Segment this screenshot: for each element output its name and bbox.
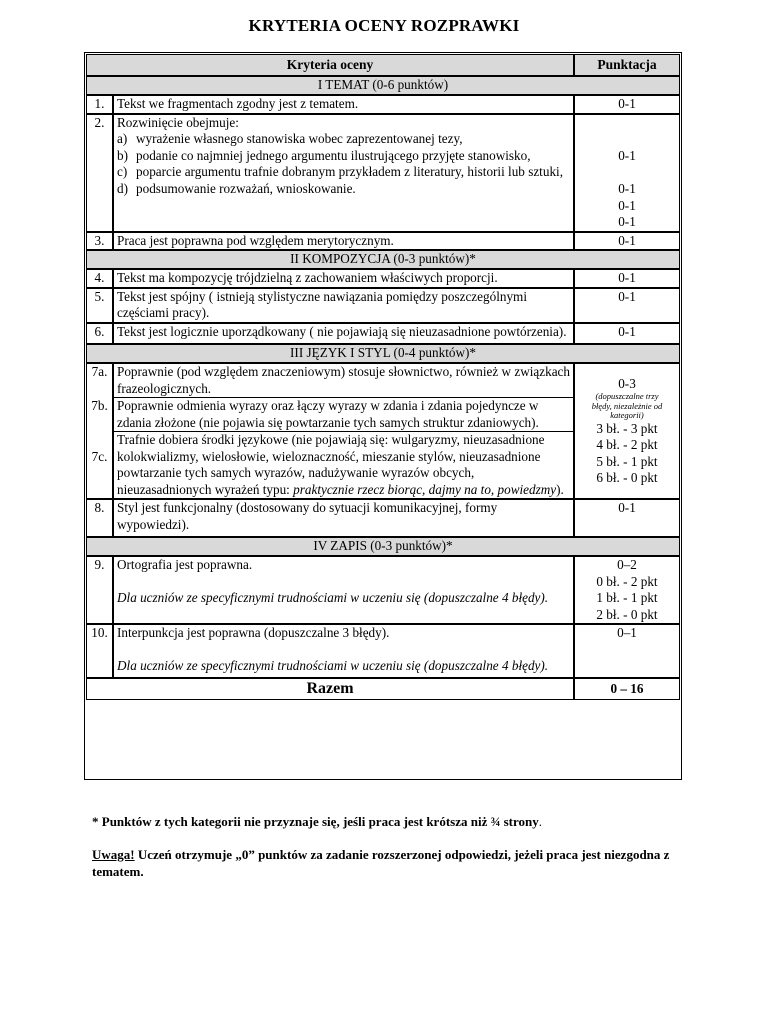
criterion-7c-end: ).	[556, 481, 564, 497]
row-number: 10.	[86, 624, 113, 678]
sub-item	[117, 181, 570, 198]
sub-item	[117, 131, 570, 148]
points-scale: 5 bł. - 1 pkt	[596, 453, 658, 469]
row-criterion	[113, 114, 574, 232]
table-row	[86, 556, 680, 624]
criterion-note-text: Dla uczniów ze specyficznymi trudnościami w uczeniu się (	[117, 657, 429, 673]
sub-item-text: wyrażenie własnego stanowiska wobec zaprezentowanej tezy,	[136, 131, 463, 146]
sub-item-letter: d)	[117, 180, 128, 196]
page-title: KRYTERIA OCENY ROZPRAWKI	[248, 16, 520, 35]
row-criterion	[113, 624, 574, 678]
sub-item-letter: a)	[117, 131, 128, 146]
header-points: Punktacja	[574, 54, 680, 76]
row-number	[86, 363, 113, 499]
row-points	[574, 114, 680, 232]
points-value: 0-1	[618, 197, 636, 213]
warning-note	[92, 846, 692, 880]
points-note: błędy, niezależnie od	[591, 400, 663, 411]
criterion-7b: Poprawnie odmienia wyrazy oraz łączy wyrazy w zdania i zdania pojedyncze w zdania złożone (nie pojawia się powtarzanie tych samych struktur zdaniowych).	[114, 398, 573, 432]
row-points: 0-1	[574, 232, 680, 251]
row-points: 0-1	[574, 269, 680, 288]
criterion-text: Interpunkcja jest poprawna (dopuszczalne 3 błędy).	[117, 625, 390, 640]
table-row	[86, 624, 680, 678]
row-criterion: Tekst ma kompozycję trójdzielną z zachowaniem właściwych proporcji.	[113, 269, 574, 288]
row-points: 0–1	[574, 624, 680, 678]
table-row	[86, 95, 680, 114]
sub-item-letter: b)	[117, 147, 128, 163]
footnote-star	[92, 814, 692, 830]
row-points: 0-1	[574, 499, 680, 537]
points-value: 0–2	[617, 557, 637, 572]
row-points: 0-1	[574, 288, 680, 323]
criterion-note	[117, 658, 570, 675]
row-number: 9.	[86, 556, 113, 624]
total-row	[86, 678, 680, 700]
criterion-7c-examples: praktycznie rzecz biorąc, dajmy na to, powiedzmy	[293, 481, 557, 497]
warning-label: Uwaga!	[92, 847, 135, 862]
table-row	[86, 269, 680, 288]
criterion-note-limit: dopuszczalne 4 błędy	[428, 657, 541, 673]
points-scale: 0 bł. - 2 pkt	[596, 573, 658, 589]
row-number: 5.	[86, 288, 113, 323]
points-value: 0-1	[618, 181, 636, 196]
table-row	[86, 323, 680, 345]
row-points	[574, 363, 680, 499]
warning-text: Uczeń otrzymuje „0” punktów za zadanie rozszerzonej odpowiedzi, jeżeli praca jest niezgodna z tematem.	[92, 847, 670, 879]
row-criterion: Tekst jest logicznie uporządkowany ( nie pojawiają się nieuzasadnione powtórzenia).	[113, 323, 574, 345]
points-note: kategorii)	[610, 410, 644, 420]
section-title: II KOMPOZYCJA (0-3 punktów)*	[86, 250, 680, 269]
criterion-7c-text: Trafnie dobiera środki językowe (nie pojawiają się: wulgaryzmy, nieuzasadnione kolokwializmy, wielosłowie, wieloznaczność, mieszanie stylów, nieuzasadnione powtarzanie tych samych wyrazów, nadużywanie wyrazów obcych, nieuzasadnionych wyrażeń typu:	[117, 432, 545, 497]
table-row	[86, 499, 680, 537]
criterion-note-limit: dopuszczalne 4 błędy	[428, 589, 541, 605]
points-value: 0-3	[618, 375, 636, 391]
row-number-7a: 7a.	[91, 364, 108, 379]
criterion-note-text: Dla uczniów ze specyficznymi trudnościami w uczeniu się (	[117, 589, 429, 605]
row-number: 4.	[86, 269, 113, 288]
footnote-star-text: * Punktów z tych kategorii nie przyznaje się, jeśli praca jest krótsza niż ¾ strony	[92, 814, 539, 829]
points-scale: 6 bł. - 0 pkt	[596, 470, 658, 485]
sub-item-letter: c)	[117, 164, 128, 179]
points-scale: 2 bł. - 0 pkt	[596, 606, 658, 622]
section-row-kompozycja	[86, 250, 680, 269]
sub-item	[117, 148, 570, 165]
table-row	[86, 232, 680, 251]
table-row	[86, 363, 680, 499]
row-number: 1.	[86, 95, 113, 114]
points-value: 0-1	[618, 147, 636, 163]
total-points: 0 – 16	[574, 678, 680, 700]
row-number: 8.	[86, 499, 113, 537]
table-row	[86, 288, 680, 323]
section-title: IV ZAPIS (0-3 punktów)*	[86, 537, 680, 556]
sub-item	[117, 164, 570, 181]
criterion-7c	[114, 432, 573, 498]
row-criterion: Praca jest poprawna pod względem merytorycznym.	[113, 232, 574, 251]
footnote-star-end: .	[538, 814, 543, 829]
row-criterion	[113, 556, 574, 624]
sub-item-text: podanie co najmniej jednego argumentu ilustrującego przyjęte stanowisko,	[136, 147, 531, 163]
row-points	[574, 556, 680, 624]
criterion-note-end: ).	[540, 589, 549, 605]
row-points: 0-1	[574, 323, 680, 345]
table-row	[86, 114, 680, 232]
row-criterion: Tekst we fragmentach zgodny jest z tematem.	[113, 95, 574, 114]
section-row-zapis	[86, 537, 680, 556]
row-points: 0-1	[574, 95, 680, 114]
points-scale: 1 bł. - 1 pkt	[596, 590, 658, 605]
criterion-note-end: ).	[540, 657, 549, 673]
section-row-jezyk	[86, 344, 680, 363]
points-note: (dopuszczalne trzy	[595, 391, 659, 401]
total-label: Razem	[86, 678, 574, 700]
row-number: 3.	[86, 232, 113, 251]
section-title: III JĘZYK I STYL (0-4 punktów)*	[86, 344, 680, 363]
section-row-temat	[86, 76, 680, 95]
criteria-table	[86, 54, 680, 700]
row-criterion: Tekst jest spójny ( istnieją stylistyczne nawiązania pomiędzy poszczególnymi częściami pracy).	[113, 288, 574, 323]
criterion-intro: Rozwinięcie obejmuje:	[117, 114, 239, 130]
points-scale: 3 bł. - 3 pkt	[596, 420, 658, 436]
sub-item-text: poparcie argumentu trafnie dobranym przykładem z literatury, historii lub sztuki,	[136, 164, 563, 179]
row-number-7c: 7c.	[91, 449, 108, 464]
points-scale: 4 bł. - 2 pkt	[596, 437, 658, 452]
row-number-7b: 7b.	[91, 397, 108, 413]
table-header-row	[86, 54, 680, 76]
row-number: 6.	[86, 323, 113, 345]
row-number: 2.	[86, 114, 113, 232]
section-title: I TEMAT (0-6 punktów)	[86, 76, 680, 95]
criterion-text: Ortografia jest poprawna.	[117, 557, 253, 572]
criterion-7a: Poprawnie (pod względem znaczeniowym) stosuje słownictwo, również w związkach frazeologicznych.	[114, 364, 573, 398]
sub-item-text: podsumowanie rozważań, wnioskowanie.	[136, 180, 356, 196]
row-criterion	[113, 363, 574, 499]
criterion-note	[117, 590, 570, 607]
row-criterion: Styl jest funkcjonalny (dostosowany do sytuacji komunikacyjnej, formy wypowiedzi).	[113, 499, 574, 537]
header-criteria: Kryteria oceny	[86, 54, 574, 76]
points-value: 0-1	[618, 214, 636, 229]
